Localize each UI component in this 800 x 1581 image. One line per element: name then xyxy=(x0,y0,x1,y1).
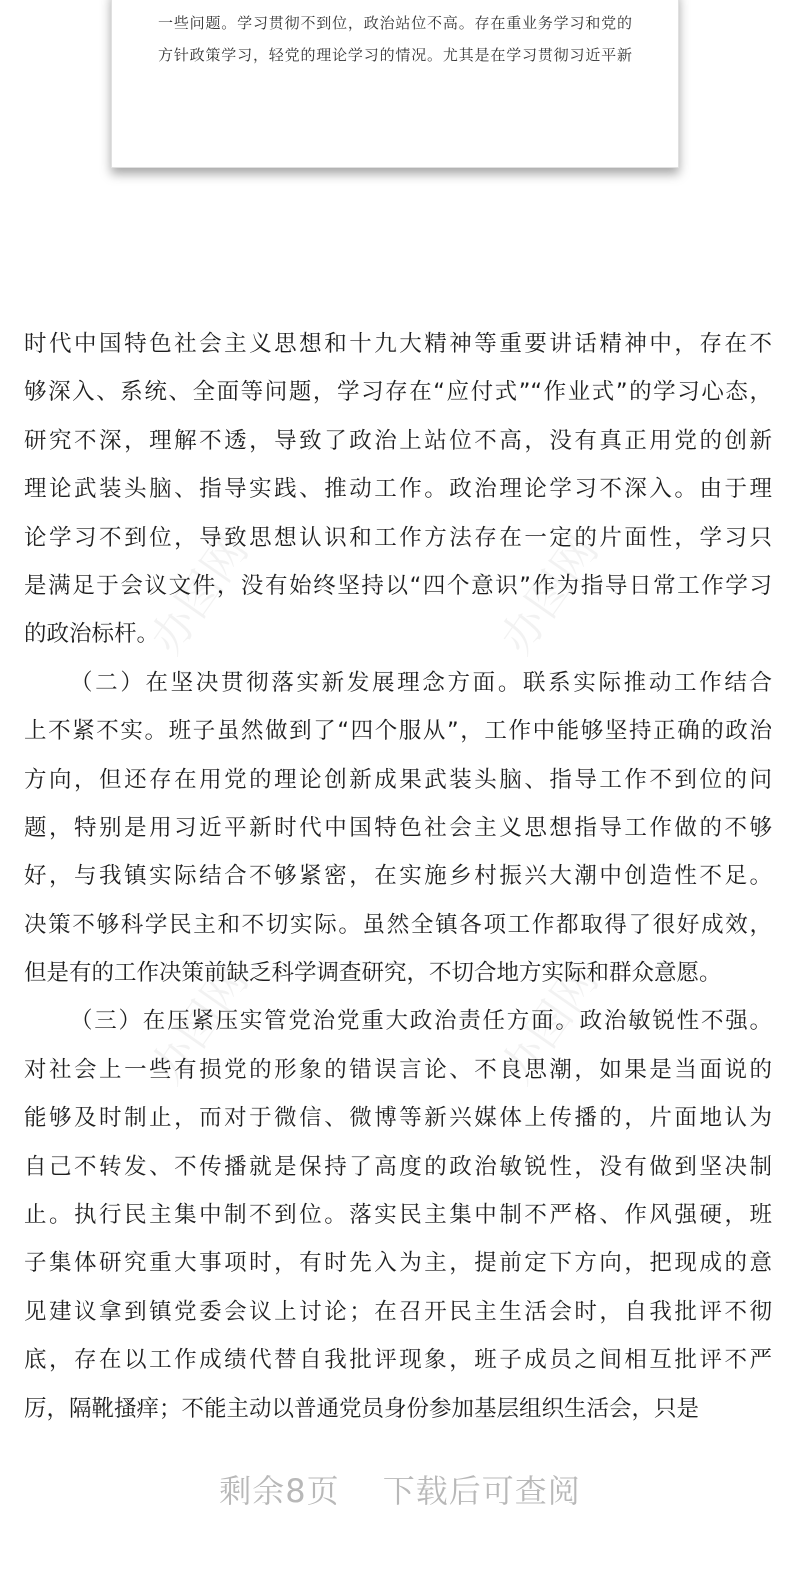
preview-page-card xyxy=(111,0,679,168)
body-text-line: 够深入、系统、全面等问题，学习存在“应付式”“作业式”的学习心态， xyxy=(24,379,772,406)
body-text-line: 见建议拿到镇党委会议上讨论；在召开民主生活会时，自我批评不彻 xyxy=(24,1298,772,1325)
body-text-line: 好，与我镇实际结合不够紧密，在实施乡村振兴大潮中创造性不足。 xyxy=(24,863,772,890)
preview-footer[interactable] xyxy=(0,1466,800,1512)
body-text-line: 论学习不到位，导致思想认识和工作方法存在一定的片面性，学习只 xyxy=(24,524,772,551)
body-text-line: 底，存在以工作成绩代替自我批评现象，班子成员之间相互批评不严 xyxy=(24,1347,772,1374)
body-text-line: 止。执行民主集中制不到位。落实民主集中制不严格、作风强硬，班 xyxy=(24,1202,772,1229)
body-text-line: 时代中国特色社会主义思想和十九大精神等重要讲话精神中，存在不 xyxy=(24,331,772,357)
body-text-line: 厉，隔靴搔痒；不能主动以普通党员身份参加基层组织生活会，只是 xyxy=(24,1395,700,1422)
download-hint-label[interactable]: 下载后可查阅 xyxy=(382,1472,581,1510)
body-text-line: 理论武装头脑、指导实践、推动工作。政治理论学习不深入。由于理 xyxy=(24,476,772,503)
body-text-line: 自己不转发、不传播就是保持了高度的政治敏锐性，没有做到坚决制 xyxy=(24,1153,772,1180)
body-text-line: 上不紧不实。班子虽然做到了“四个服从”，工作中能够坚持正确的政治 xyxy=(24,718,772,745)
body-text-line: 是满足于会议文件，没有始终坚持以“四个意识”作为指导日常工作学习 xyxy=(24,572,772,599)
watermark: 办图网 xyxy=(490,525,609,664)
body-text-line: 研究不深，理解不透，导致了政治上站位不高，没有真正用党的创新 xyxy=(24,427,772,454)
body-text-line: 的政治标杆。 xyxy=(24,621,160,648)
remaining-pages-label: 剩余8页 xyxy=(219,1472,340,1510)
body-text-line: 方向，但还存在用党的理论创新成果武装头脑、指导工作不到位的问 xyxy=(24,766,772,793)
body-text-line: 对社会上一些有损党的形象的错误言论、不良思潮，如果是当面说的 xyxy=(24,1056,772,1083)
watermark: 办图网 xyxy=(140,955,259,1094)
card-text-line: 方针政策学习，轻党的理论学习的情况。尤其是在学习贯彻习近平新 xyxy=(158,46,632,64)
body-text-line: （三）在压紧压实管党治党重大政治责任方面。政治敏锐性不强。 xyxy=(70,1008,772,1035)
document-body xyxy=(24,326,772,1439)
watermark: 办图网 xyxy=(490,955,609,1094)
body-text-line: 能够及时制止，而对于微信、微博等新兴媒体上传播的，片面地认为 xyxy=(24,1105,772,1132)
body-text-line: 决策不够科学民主和不切实际。虽然全镇各项工作都取得了很好成效， xyxy=(24,911,772,938)
watermark: 办图网 xyxy=(140,525,259,664)
body-text-line: （二）在坚决贯彻落实新发展理念方面。联系实际推动工作结合 xyxy=(70,669,772,696)
body-text-line: 子集体研究重大事项时，有时先入为主，提前定下方向，把现成的意 xyxy=(24,1250,772,1277)
body-text-line: 题，特别是用习近平新时代中国特色社会主义思想指导工作做的不够 xyxy=(24,814,772,841)
card-text-line: 一些问题。学习贯彻不到位，政治站位不高。存在重业务学习和党的 xyxy=(158,14,632,32)
body-text-line: 但是有的工作决策前缺乏科学调查研究，不切合地方实际和群众意愿。 xyxy=(24,960,722,987)
